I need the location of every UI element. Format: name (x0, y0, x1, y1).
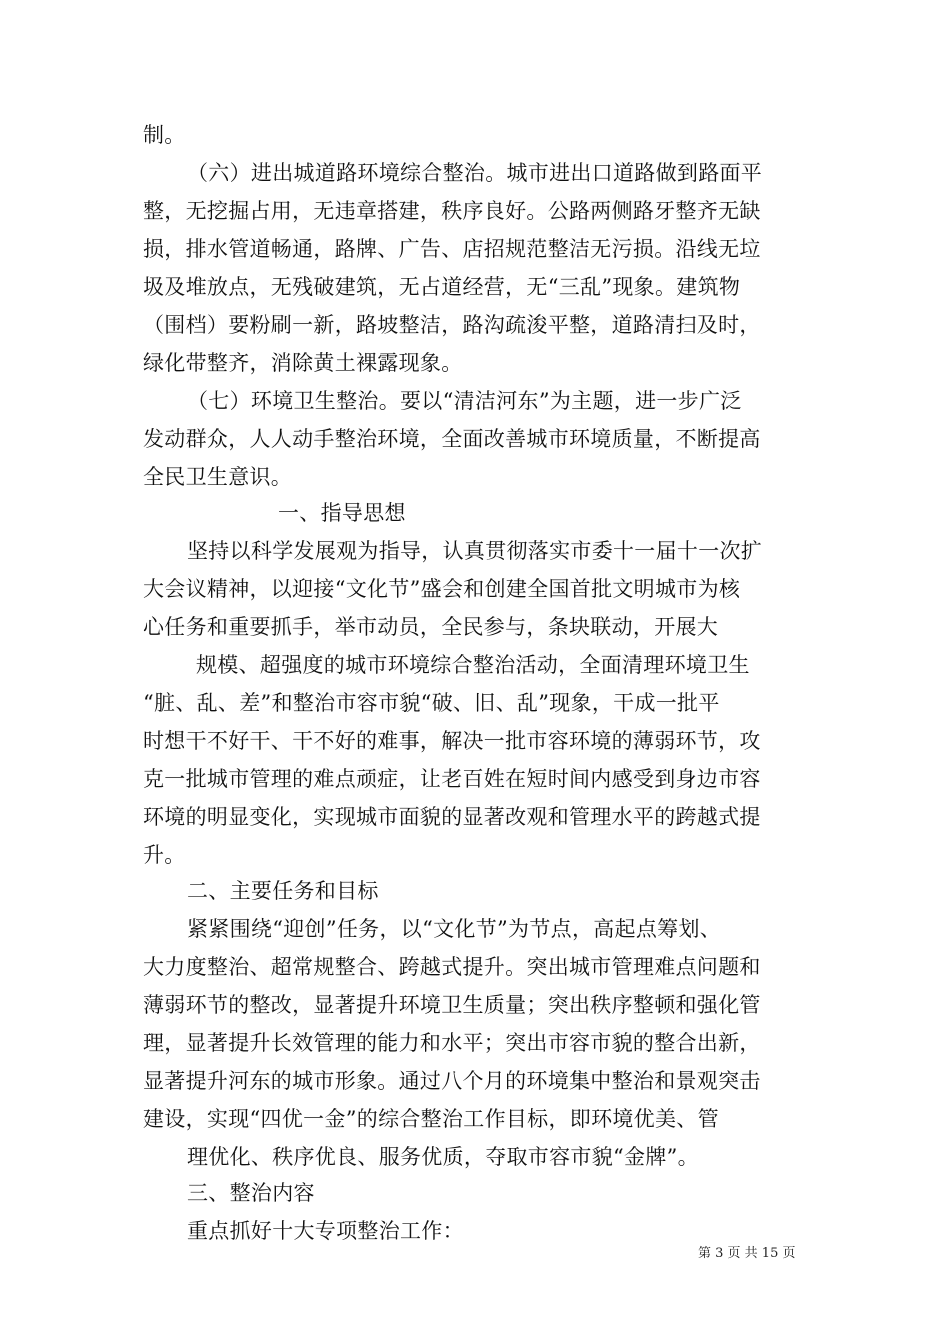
text-line: 升。 (143, 843, 186, 867)
page-number-footer: 第 3 页 共 15 页 (698, 1246, 796, 1261)
text-line: （围档）要粉刷一新，路坡整洁，路沟疏浚平整，道路清扫及时， (143, 313, 761, 337)
text-line: 全民卫生意识。 (143, 465, 293, 489)
text-line: 制。 (143, 123, 186, 147)
text-line: 显著提升河东的城市形象。通过八个月的环境集中整治和景观突击 (143, 1069, 761, 1093)
text-line: 建设，实现“四优一金”的综合整治工作目标，即环境优美、管 (143, 1107, 719, 1131)
text-line: 发动群众，人人动手整治环境，全面改善城市环境质量，不断提高 (143, 427, 761, 451)
text-line: 重点抓好十大专项整治工作： (187, 1219, 464, 1243)
text-line: 理优化、秩序优良、服务优质，夺取市容市貌“金牌”。 (187, 1145, 699, 1169)
text-line: 心任务和重要抓手，举市动员，全民参与，条块联动，开展大 (143, 615, 719, 639)
text-line: 大力度整治、超常规整合、跨越式提升。突出城市管理难点问题和 (143, 955, 761, 979)
text-line: 坚持以科学发展观为指导，认真贯彻落实市委十一届十一次扩 (187, 539, 763, 563)
text-line: 薄弱环节的整改，显著提升环境卫生质量；突出秩序整顿和强化管 (143, 993, 761, 1017)
section-heading: 一、指导思想 (278, 501, 406, 525)
section-heading: 二、主要任务和目标 (187, 879, 379, 903)
text-line: 大会议精神，以迎接“文化节”盛会和创建全国首批文明城市为核 (143, 577, 741, 601)
text-line: 克一批城市管理的难点顽症，让老百姓在短时间内感受到身边市容 (143, 767, 761, 791)
text-line: （七）环境卫生整治。要以“清洁河东”为主题，进一步广泛 (187, 389, 742, 413)
text-line: 理，显著提升长效管理的能力和水平；突出市容市貌的整合出新， (143, 1031, 761, 1055)
text-line: （六）进出城道路环境综合整治。城市进出口道路做到路面平 (187, 161, 763, 185)
text-line: 圾及堆放点，无残破建筑，无占道经营，无“三乱”现象。建筑物 (143, 275, 741, 299)
text-line: 整，无挖掘占用，无违章搭建，秩序良好。公路两侧路牙整齐无缺 (143, 199, 761, 223)
text-line: 损，排水管道畅通，路牌、广告、店招规范整洁无污损。沿线无垃 (143, 237, 761, 261)
text-line: 规模、超强度的城市环境综合整治活动，全面清理环境卫生 (196, 653, 750, 677)
section-heading: 三、整治内容 (187, 1181, 315, 1205)
text-line: 紧紧围绕“迎创”任务，以“文化节”为节点，高起点筹划、 (187, 917, 722, 941)
text-line: 绿化带整齐，消除黄土裸露现象。 (143, 351, 463, 375)
text-line: 时想干不好干、干不好的难事，解决一批市容环境的薄弱环节，攻 (143, 729, 761, 753)
text-line: “脏、乱、差”和整治市容市貌“破、旧、乱”现象，干成一批平 (143, 691, 720, 715)
text-line: 环境的明显变化，实现城市面貌的显著改观和管理水平的跨越式提 (143, 805, 761, 829)
